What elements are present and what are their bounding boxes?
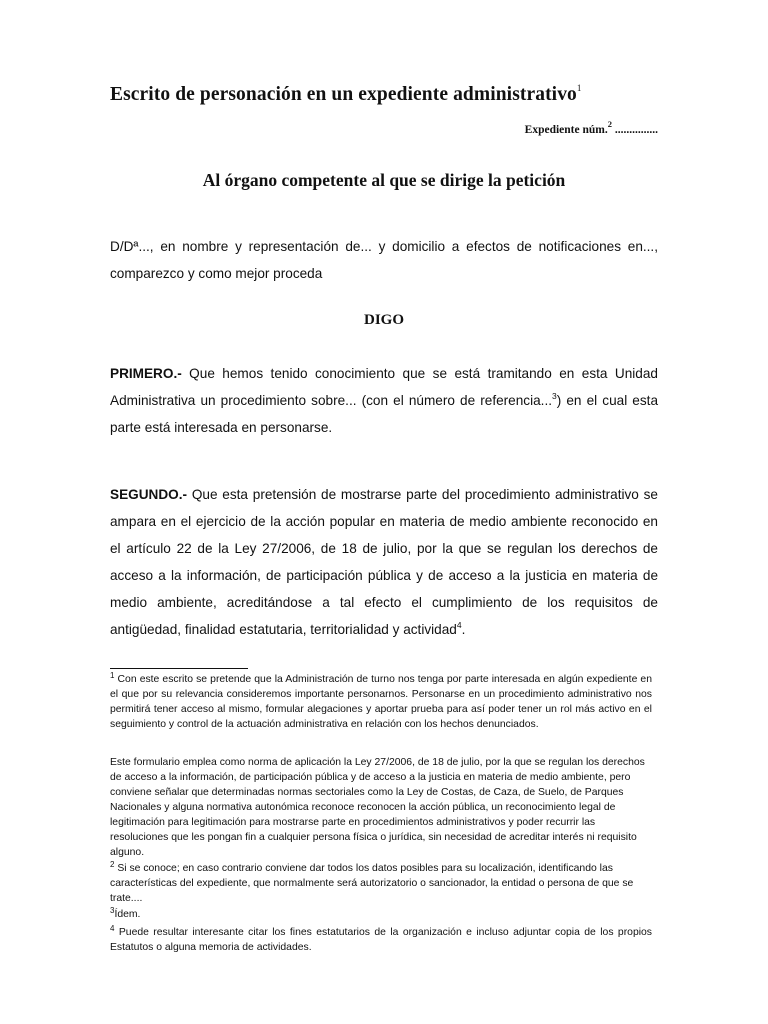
footnote-1-continuation: Este formulario emplea como norma de aplicación la Ley 27/2006, de 18 de julio, por la que se regulan los derechos de acceso a la información, de participación pública y de acceso a la justicia en materia de medio ambiente, pero conviene señalar que determinadas normas sectoriales como la Ley de Costas, de Caza, de Suelo, de Parques Nacionales y alguna normativa autonómica reconoce reconocen la acción pública, un reconocimiento legal de legitimación para legitimación para mostrarse parte en procedimientos administrativos y poder recurrir las resoluciones que les pongan fin a cualquier persona física o jurídica, sin necesidad de acreditar interés ni requisito alguno. [110, 757, 645, 858]
addressee-heading: Al órgano competente al que se dirige la petición [202, 170, 566, 190]
intro-paragraph: D/Dª..., en nombre y representación de... y domicilio a efectos de notificaciones en..., comparezco y como mejor proceda [110, 239, 658, 281]
segundo-end: . [461, 622, 466, 637]
footnote-1-number: 1 [110, 671, 115, 680]
footnote-4 [110, 925, 652, 955]
digo-heading: DIGO [363, 312, 404, 328]
footnote-2 [110, 861, 652, 906]
footnote-4-number: 4 [110, 924, 115, 933]
footnote-ref-4: 4 [456, 620, 462, 630]
primero-label: PRIMERO.- [110, 366, 182, 381]
footnote-ref-3: 3 [552, 391, 557, 401]
segundo-label: SEGUNDO.- [110, 487, 188, 502]
footnote-ref-2: 2 [607, 119, 612, 129]
primero-paragraph [110, 360, 658, 441]
footnote-ref-1: 1 [576, 83, 582, 93]
segundo-paragraph [110, 481, 658, 643]
expediente-line [524, 119, 658, 136]
segundo-text: Que esta pretensión de mostrarse parte del procedimiento administrativo se ampara en el ejercicio de la acción popular en materia de medio ambiente reconocido en el artículo 22 de la Ley 27/2006, de 18 de julio, por la que se regulan los derechos de acceso a la información, de participación pública y de acceso a la justicia en materia de medio ambiente, acreditándose a tal efecto el cumplimiento de los requisitos de antigüedad, finalidad estatutaria, territorialidad y actividad [110, 487, 658, 637]
footnote-1 [110, 672, 652, 732]
primero-text-a: Que hemos tenido conocimiento que se está tramitando en esta Unidad Administrativa un procedimiento sobre... (con el número de referencia... [110, 366, 658, 408]
footnote-2-number: 2 [110, 860, 115, 869]
document-title [110, 84, 582, 106]
footnote-separator [110, 668, 248, 669]
footnote-3-number: 3 [110, 906, 115, 915]
footnote-2-text: Si se conoce; en caso contrario conviene dar todos los datos posibles para su localización, identificando las características del expediente, que normalmente será autorizatorio o sancionador, la entidad o persona de que se trate.... [110, 863, 634, 904]
document-title-text: Escrito de personación en un expediente administrativo [110, 84, 577, 105]
expediente-value: ............... [614, 124, 658, 136]
footnote-3-text: Ídem. [114, 909, 141, 920]
footnote-1-text: Con este escrito se pretende que la Administración de turno nos tenga por parte interesada en algún expediente en el que por su relevancia consideremos importante personarnos. Personarse en un procedimiento administrativo nos permitirá tener acceso al mismo, formular alegaciones y aportar prueba para así poder tener un rol más activo en el seguimiento y control de la actuación administrativa en relación con los hechos denunciados. [110, 674, 652, 730]
footnote-4-text: Puede resultar interesante citar los fines estatutarios de la organización e incluso adjuntar copia de los propios Estatutos o alguna memoria de actividades. [110, 927, 652, 953]
expediente-label: Expediente núm. [524, 124, 608, 136]
footnote-3 [110, 907, 652, 922]
primero-text-b: ) en el cual esta parte está interesada en personarse. [110, 393, 659, 435]
